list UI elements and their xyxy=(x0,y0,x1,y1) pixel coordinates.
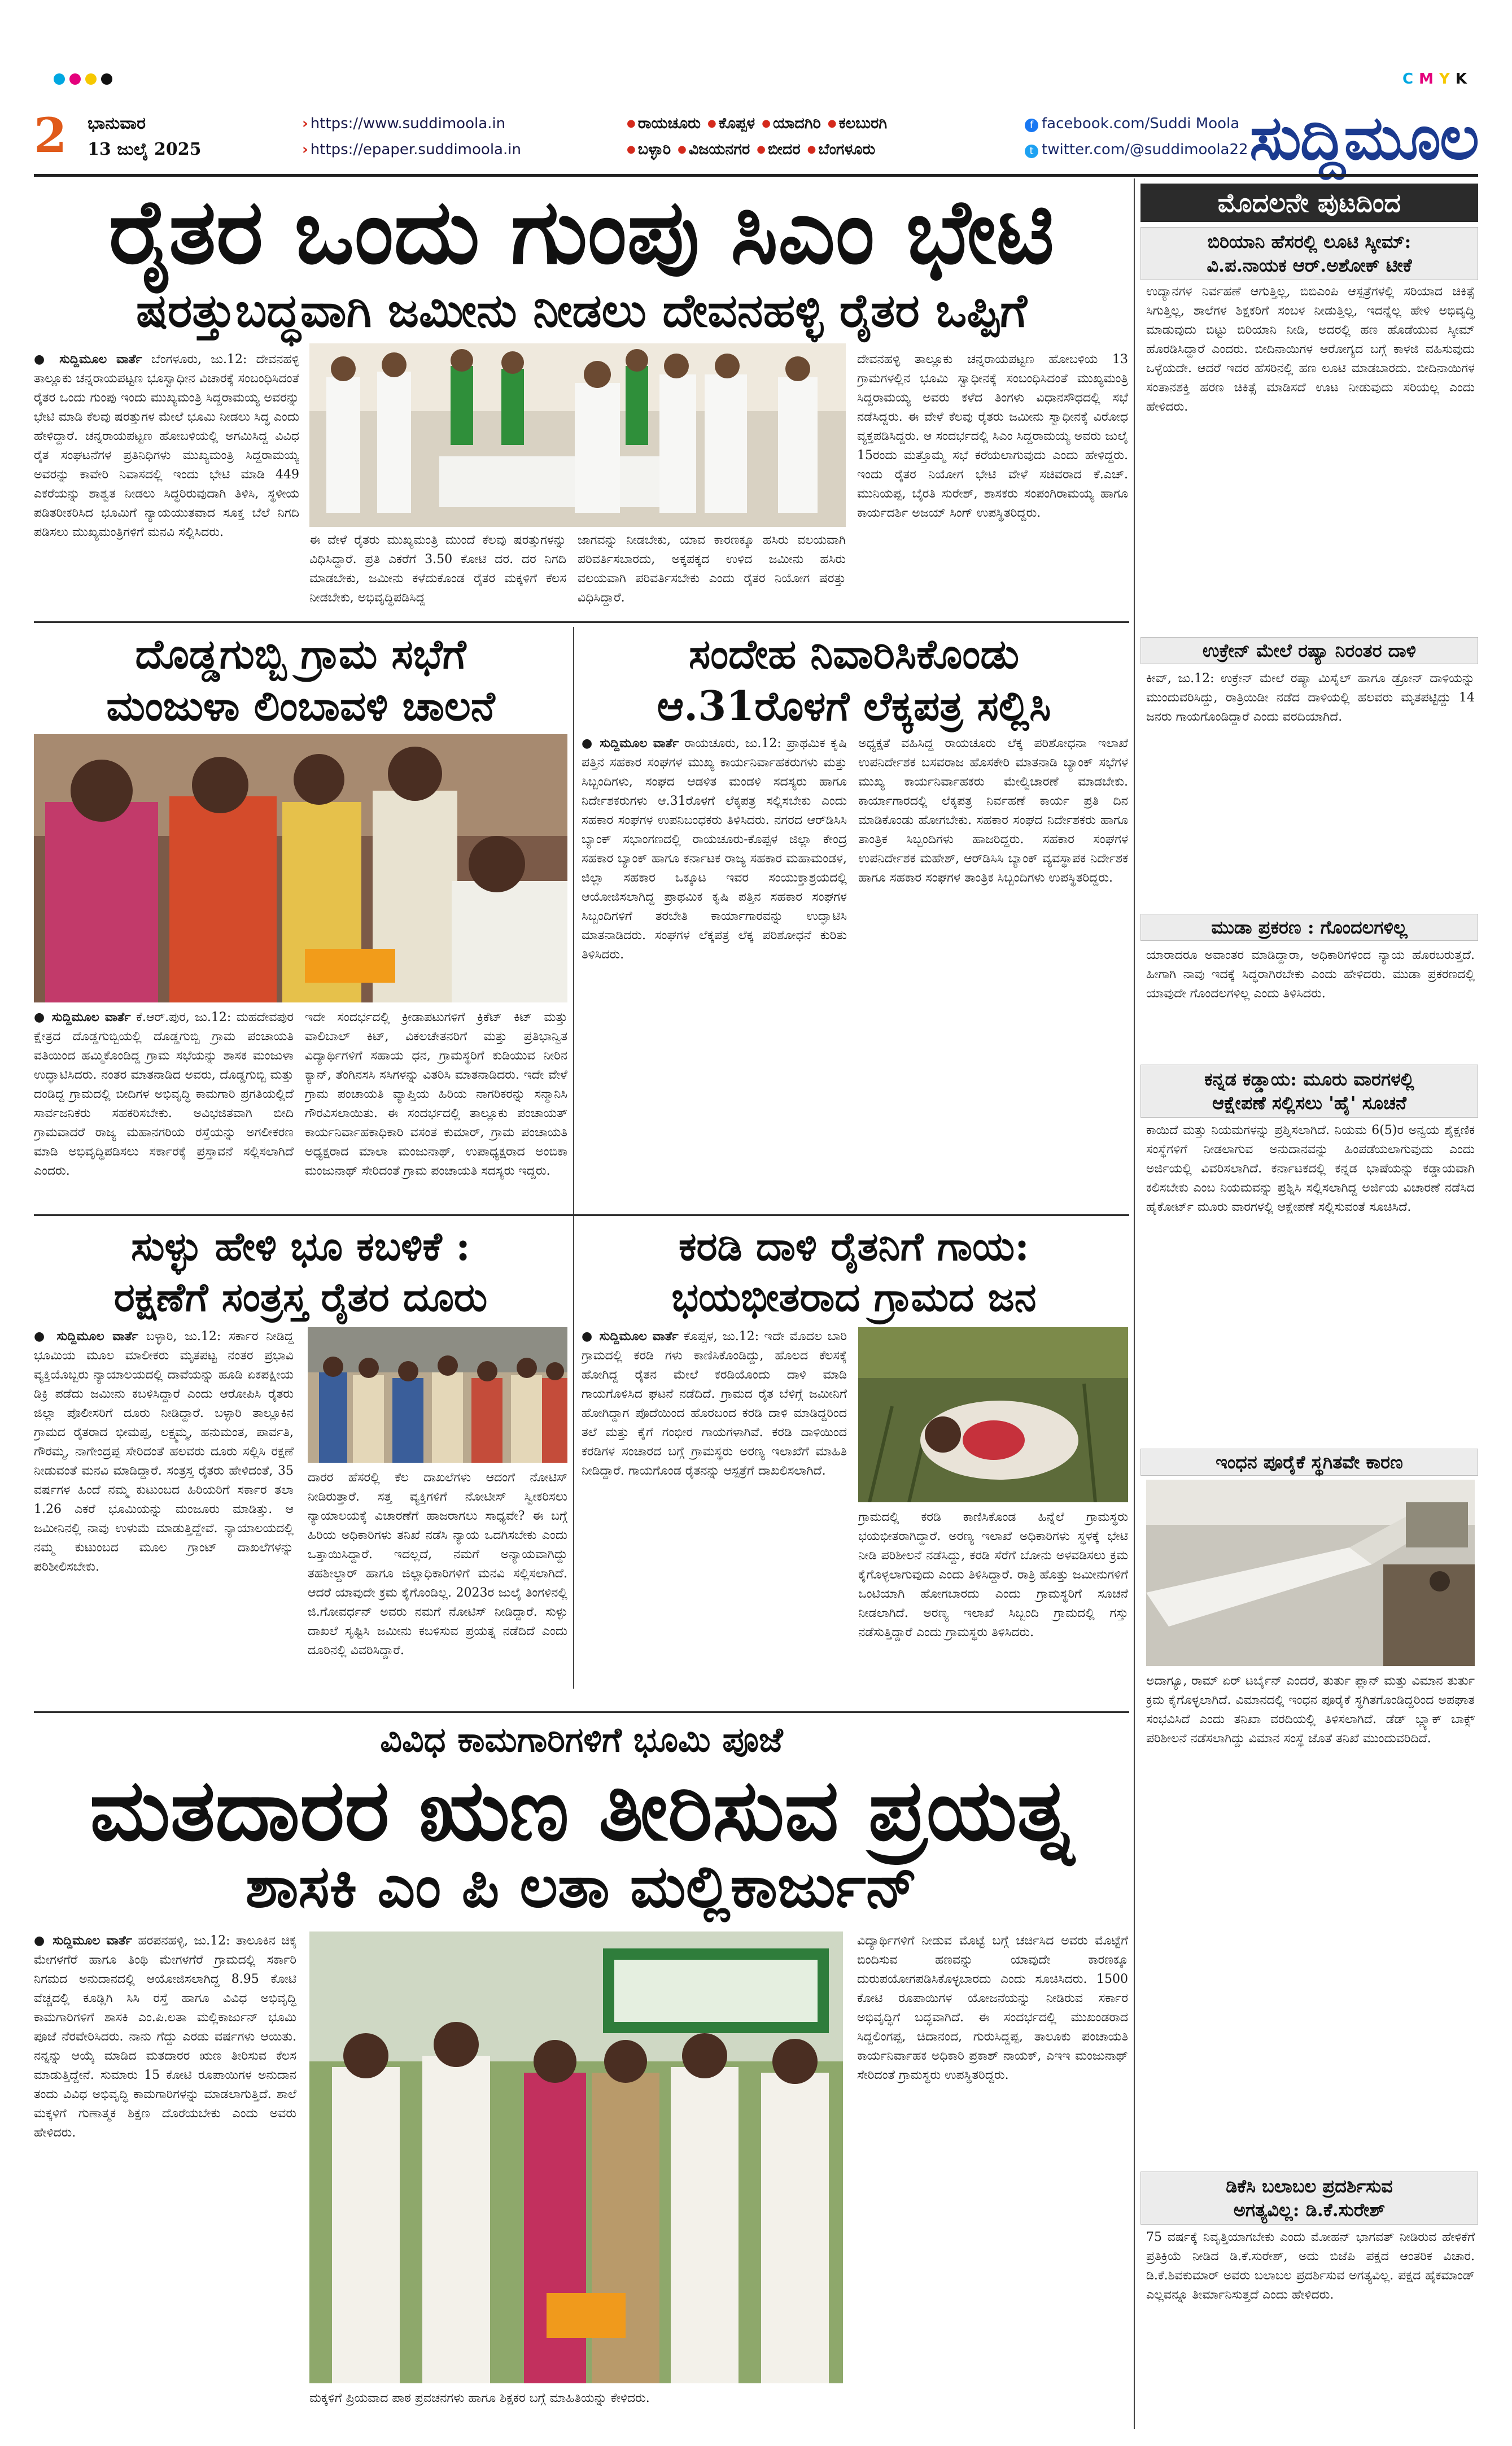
sidebar-story6-body: 75 ವರ್ಷಕ್ಕೆ ನಿವೃತ್ತಿಯಾಗಬೇಕು ಎಂದು ಮೋಹನ್ ಭಾಗವತ್ ನೀಡಿರುವ ಹೇಳಿಕೆಗೆ ಪ್ರತಿಕ್ರಿಯೆ ನೀಡಿದ ಡಿ.ಕೆ.ಸುರೇಶ್, ಅದು ಬಿಜೆಪಿ ಪಕ್ಷದ ಆಂತರಿಕ ವಿಚಾರ. ಡಿ.ಕೆ.ಶಿವಕುಮಾರ್ ಅವರು ಬಲಾಬಲ ಪ್ರದರ್ಶಿಸುವ ಅಗತ್ಯವಿಲ್ಲ. ಪಕ್ಷದ ಹೈಕಮಾಂಡ್ ಎಲ್ಲವನ್ನೂ ತೀರ್ಮಾನಿಸುತ್ತದೆ ಎಂದು ಹೇಳಿದರು. xyxy=(1146,2230,1475,2302)
facebook-link[interactable]: facebook.com/Suddi Moola xyxy=(1042,115,1240,132)
sidebar-story4-body: ಕಾಯಿದೆ ಮತ್ತು ನಿಯಮಗಳನ್ನು ಪ್ರಶ್ನಿಸಲಾಗಿದೆ. ನಿಯಮ 6(5)ರ ಅನ್ವಯ ಶೈಕ್ಷಣಿಕ ಸಂಸ್ಥೆಗಳಿಗೆ ನೀಡಲಾಗುವ ಅನುದಾನವನ್ನು ಹಿಂಪಡೆಯಲಾಗುವುದು ಎಂದು ಅರ್ಜಿಯಲ್ಲಿ ವಿವರಿಸಲಾಗಿದೆ. ಕರ್ನಾಟಕದಲ್ಲಿ ಕನ್ನಡ ಭಾಷೆಯನ್ನು ಕಡ್ಡಾಯವಾಗಿ ಕಲಿಸಬೇಕು ಎಂಬ ನಿಯಮವನ್ನು ಪ್ರಶ್ನಿಸಿ ಸಲ್ಲಿಸಲಾಗಿದ್ದ ಅರ್ಜಿಯ ವಿಚಾರಣೆ ನಡೆಸಿದ ಹೈಕೋರ್ಟ್ ಮೂರು ವಾರಗಳಲ್ಲಿ ಆಕ್ಷೇಪಣೆ ಸಲ್ಲಿಸುವಂತೆ ಸೂಚಿಸಿದೆ. xyxy=(1146,1123,1475,1214)
story3-headline-line-2: ಆ.31ರೊಳಗೆ ಲೆಕ್ಕಪತ್ರ ಸಲ್ಲಿಸಿ xyxy=(657,682,1051,730)
cyan-dot xyxy=(54,73,65,85)
sidebar-title: ಮೊದಲನೇ ಪುಟದಿಂದ xyxy=(1140,184,1478,222)
district-list xyxy=(627,111,894,163)
lead-byline: ● ಸುದ್ದಿಮೂಲ ವಾರ್ತೆ xyxy=(34,352,142,367)
story3-column-2: ಅಧ್ಯಕ್ಷತೆ ವಹಿಸಿದ್ದ ರಾಯಚೂರು ಲೆಕ್ಕ ಪರಿಶೋಧನಾ ಇಲಾಖೆ ಉಪನಿರ್ದೇಶಕ ಬಸವರಾಜ ಹೊಸಕೇರಿ ಮಾತನಾಡಿ ಬ್ಯಾಂಕ್ ಸಭೆಗಳ ಮುಖ್ಯ ಕಾರ್ಯನಿರ್ವಾಹಕರು ಮೇಲ್ವಿಚಾರಣೆ ಮಾಡಬೇಕು. ಕಾರ್ಯಾಗಾರದಲ್ಲಿ ಲೆಕ್ಕಪತ್ರ ನಿರ್ವಹಣೆ ಕಾರ್ಯ ಪ್ರತಿ ದಿನ ಮಾಡಿಕೊಂಡು ಹೋಗಬೇಕು. ಸಹಕಾರ ಸಂಘದ ನಿರ್ದೇಶಕರು ಹಾಗೂ ತಾಂತ್ರಿಕ ಸಿಬ್ಬಂದಿಗಳು ಹಾಜರಿದ್ದರು. ಸಹಕಾರ ಸಂಘಗಳ ಉಪನಿರ್ದೇಶಕ ಮಹೇಶ್, ಆರ್‌ಡಿಸಿಸಿ ಬ್ಯಾಂಕ್ ವ್ಯವಸ್ಥಾಪಕ ನಿರ್ದೇಶಕ ಹಾಗೂ ಸಹಕಾರ ಸಂಘಗಳ ತಾಂತ್ರಿಕ ಸಿಬ್ಬಂದಿಗಳು ಉಪಸ್ಥಿತರಿದ್ದರು. xyxy=(858,736,1128,885)
twitter-icon: t xyxy=(1025,145,1038,158)
story6-headline: ಮತದಾರರ ಋಣ ತೀರಿಸುವ ಪ್ರಯತ್ನ xyxy=(89,1760,1074,1860)
story3-dateline: ರಾಯಚೂರು, ಜು.12: xyxy=(684,736,781,751)
story4-headline-line-1: ಸುಳ್ಳು ಹೇಳಿ ಭೂ ಕಬಳಿಕೆ : xyxy=(131,1223,470,1270)
sidebar-story1-headline-line-1: ಬಿರಿಯಾನಿ ಹೆಸರಲ್ಲಿ ಲೂಟಿ ಸ್ಕೀಮ್: xyxy=(1207,231,1412,252)
story2-headline-line-2: ಮಂಜುಳಾ ಲಿಂಬಾವಳಿ ಚಾಲನೆ xyxy=(106,682,495,730)
district-item: ● ಬೆಂಗಳೂರು xyxy=(807,141,876,158)
story4-dateline: ಬಳ್ಳಾರಿ, ಜು.12: xyxy=(146,1329,221,1344)
district-item: ● ಬೀದರ xyxy=(757,141,800,158)
sidebar-story4-headline-line-2: ಆಕ್ಷೇಪಣೆ ಸಲ್ಲಿಸಲು 'ಹೈ' ಸೂಚನೆ xyxy=(1212,1092,1407,1114)
story5-column-1 xyxy=(582,1327,847,1706)
district-item: ● ವಿಜಯನಗರ xyxy=(678,141,750,158)
story6-photo xyxy=(309,1931,843,2383)
sidebar-story6-headline-line-1: ಡಿಕೆಸಿ ಬಲಾಬಲ ಪ್ರದರ್ಶಿಸುವ xyxy=(1226,2175,1393,2197)
masthead xyxy=(34,102,1478,175)
story6-dateline: ಹರಪನಹಳ್ಳಿ, ಜು.12: xyxy=(138,1934,230,1948)
story6-byline: ● ಸುದ್ದಿಮೂಲ ವಾರ್ತೆ xyxy=(34,1934,133,1948)
sidebar-story5-body: ಅದಾಗ್ಯೂ, ರಾಮ್ ಏರ್ ಟರ್ಬೈನ್ ಎಂದರೆ, ತುರ್ತು ಪ್ಲಾನ್ ಮತ್ತು ವಿಮಾನ ತುರ್ತು ಕ್ರಮ ಕೈಗೊಳ್ಳಲಾಗಿದೆ. ವಿಮಾನದಲ್ಲಿ ಇಂಧನ ಪೂರೈಕೆ ಸ್ಥಗಿತಗೊಂಡಿದ್ದರಿಂದ ಅಪಘಾತ ಸಂಭವಿಸಿದೆ ಎಂದು ತನಿಖಾ ವರದಿಯಲ್ಲಿ ತಿಳಿಸಲಾಗಿದೆ. ಡೆಡ್ ಬ್ಲ್ಯಾಕ್ ಬಾಕ್ಸ್ ಪರಿಶೀಲನೆ ನಡೆಸಲಾಗಿದ್ದು ವಿಮಾನ ಸಂಸ್ಥೆ ಜೊತೆ ತನಿಖೆ ಮುಂದುವರಿದಿದೆ. xyxy=(1146,1674,1475,1746)
story2-body-1: ಮಹದೇವಪುರ ಕ್ಷೇತ್ರದ ದೊಡ್ಡಗುಬ್ಬಿಯಲ್ಲಿ ದೊಡ್ಡಗುಬ್ಬಿ ಗ್ರಾಮ ಪಂಚಾಯತಿ ವತಿಯಿಂದ ಹಮ್ಮಿಕೊಂಡಿದ್ದ ಗ್ರಾಮ ಸಭೆಯನ್ನು ಶಾಸಕ ಮಂಜುಳಾ ಉದ್ಘಾಟಿಸಿದರು. ನಂತರ ಮಾತನಾಡಿದ ಅವರು, ದೊಡ್ಡಗುಬ್ಬಿ ಮತ್ತು ದಂಡಿದ್ದ ಗ್ರಾಮದಲ್ಲಿ ಬೀದಿಗಳ ಅಭಿವೃದ್ಧಿ ಕಾಮಗಾರಿ ಪ್ರಗತಿಯಲ್ಲಿದೆ ಸಾರ್ವಜನಿಕರು ಸಹಕರಿಸಬೇಕು. ಅವಿಭಜಿತವಾಗಿ ಬೀದಿ ಗ್ರಾಮವಾದರೆ ರಾಜ್ಯ ಮಹಾನಗರಿಯ ರಸ್ತೆಯನ್ನು ಅಗಲೀಕರಣ ಮಾಡಿ ಅಭಿವೃದ್ಧಿಪಡಿಸಲು ಸರ್ಕಾರಕ್ಕೆ ಪ್ರಸ್ತಾವನೆ ಸಲ್ಲಿಸಲಾಗಿದೆ ಎಂದರು. xyxy=(34,1010,294,1178)
section-divider xyxy=(34,621,1129,623)
story2-photo xyxy=(34,734,567,1002)
date: 13 ಜುಲೈ 2025 xyxy=(88,139,202,159)
epaper-link[interactable]: https://epaper.suddimoola.in xyxy=(310,141,521,158)
sidebar-story1-body: ಉದ್ಯಾನಗಳ ನಿರ್ವಹಣೆ ಆಗುತ್ತಿಲ್ಲ, ಬಿಬಿಎಂಪಿ ಆಸ್ಪತ್ರೆಗಳಲ್ಲಿ ಸರಿಯಾದ ಚಿಕಿತ್ಸೆ ಸಿಗುತ್ತಿಲ್ಲ, ಶಾಲೆಗಳ ಶಿಕ್ಷಕರಿಗೆ ಸಂಬಳ ನೀಡುತ್ತಿಲ್ಲ, ಇದನ್ನೆಲ್ಲ ಹೇಳಿ ಅಭಿವೃದ್ಧಿ ಮಾಡುವುದು ಬಿಟ್ಟು ಬಿರಿಯಾನಿ ನೀಡಿ, ಅದರಲ್ಲಿ ಹಣ ಹೊಡೆಯುವ ಸ್ಕೀಮ್ ಹೊರಡಿಸಿದ್ದಾರೆ ಎಂದರು. ಬೀದಿನಾಯಿಗಳ ಆರೋಗ್ಯದ ಬಗ್ಗೆ ಕಾಳಜಿ ವಹಿಸುವುದು ಒಳ್ಳೆಯದೇ. ಆದರೆ ಇದರ ಹೆಸರಿನಲ್ಲಿ ಹಣ ಲೂಟಿ ಮಾಡಬಾರದು. ಬೀದಿನಾಯಿಗಳ ಸಂತಾನಶಕ್ತಿ ಹರಣ ಚಿಕಿತ್ಸೆ ಮಾಡಿಸದೆ ಊಟ ನೀಡುವುದು ಸರಿಯಲ್ಲ ಎಂದು ಹೇಳಿದರು. xyxy=(1146,285,1475,414)
sidebar-story4-headline-line-1: ಕನ್ನಡ ಕಡ್ಡಾಯ: ಮೂರು ವಾರಗಳಲ್ಲಿ xyxy=(1204,1069,1414,1090)
story3-column-1 xyxy=(582,734,847,1206)
masthead-rule xyxy=(34,174,1478,177)
story5-headline xyxy=(579,1221,1129,1323)
lead-body-1: ದೇವನಹಳ್ಳಿ ತಾಲ್ಲೂಕು ಚನ್ನರಾಯಪಟ್ಟಣ ಭೂಸ್ವಾಧೀನ ವಿಚಾರಕ್ಕೆ ಸಂಬಂಧಿಸಿದಂತೆ ರೈತರ ಒಂದು ಗುಂಪು ಇಂದು ಮುಖ್ಯಮಂತ್ರಿ ಸಿದ್ದರಾಮಯ್ಯ ಅವರನ್ನು ಭೇಟಿ ಮಾಡಿ ಕೆಲವು ಷರತ್ತುಗಳ ಮೇಲೆ ಭೂಮಿ ನೀಡಲು ಸಿದ್ಧ ಎಂದು ಹೇಳಿದ್ದಾರೆ. ಚನ್ನರಾಯಪಟ್ಟಣ ಹೋಬಳಿಯಲ್ಲಿ ಅಗಮಿಸಿದ್ದ ವಿವಿಧ ರೈತ ಸಂಘಟನೆಗಳ ಪ್ರತಿನಿಧಿಗಳು ಮುಖ್ಯಮಂತ್ರಿ ಸಿದ್ದರಾಮಯ್ಯ ಅವರನ್ನು ಕಾವೇರಿ ನಿವಾಸದಲ್ಲಿ ಇಂದು ಭೇಟಿ ಮಾಡಿ 449 ಎಕರೆಯನ್ನು ಶಾಶ್ವತ ನೀಡಲು ಸಿದ್ಧರಿರುವುದಾಗಿ ತಿಳಿಸಿ, ಸ್ಥಳೀಯ ಪಡಿತರೀಕರಿಸಿದ ಭೂಮಿಗೆ ನ್ಯಾಯಯುತವಾದ ಸೂಕ್ತ ಬೆಲೆ ನಿಗದಿ ಪಡಿಸಲು ಮುಖ್ಯಮಂತ್ರಿಗಳಿಗೆ ಮನವಿ ಸಲ್ಲಿಸಿದರು. xyxy=(34,352,299,539)
sidebar-story1-headline-line-2: ವಿ.ಪ.ನಾಯಕ ಆರ್.ಅಶೋಕ್ ಟೀಕೆ xyxy=(1207,255,1412,276)
day: ಭಾನುವಾರ xyxy=(88,114,146,133)
story5-dateline: ಕೊಪ್ಪಳ, ಜು.12: xyxy=(684,1329,759,1344)
story6-column-1 xyxy=(34,1931,296,2423)
plane-crash-photo-illustration xyxy=(1146,1480,1475,1666)
column-divider xyxy=(573,627,574,1689)
story2-headline-line-1: ದೊಡ್ಡಗುಬ್ಬಿ ಗ್ರಾಮ ಸಭೆಗೆ xyxy=(135,630,466,678)
story5-column-2: ಗ್ರಾಮದಲ್ಲಿ ಕರಡಿ ಕಾಣಿಸಿಕೊಂಡ ಹಿನ್ನೆಲೆ ಗ್ರಾಮಸ್ಥರು ಭಯಭೀತರಾಗಿದ್ದಾರೆ. ಅರಣ್ಯ ಇಲಾಖೆ ಅಧಿಕಾರಿಗಳು ಸ್ಥಳಕ್ಕೆ ಭೇಟಿ ನೀಡಿ ಪರಿಶೀಲನೆ ನಡೆಸಿದ್ದು, ಕರಡಿ ಸೆರೆಗೆ ಬೋನು ಅಳವಡಿಸಲು ಕ್ರಮ ಕೈಗೊಳ್ಳಲಾಗುವುದು ಎಂದು ತಿಳಿಸಿದ್ದಾರೆ. ರಾತ್ರಿ ಹೊತ್ತು ಜಮೀನುಗಳಿಗೆ ಒಂಟಿಯಾಗಿ ಹೋಗಬಾರದು ಎಂದು ಗ್ರಾಮಸ್ಥರಿಗೆ ಸೂಚನೆ ನೀಡಲಾಗಿದೆ. ಅರಣ್ಯ ಇಲಾಖೆ ಸಿಬ್ಬಂದಿ ಗ್ರಾಮದಲ್ಲಿ ಗಸ್ತು ನಡೆಸುತ್ತಿದ್ದಾರೆ ಎಂದು ಗ್ರಾಮಸ್ಥರು ತಿಳಿಸಿದರು. xyxy=(858,1510,1128,1640)
village-event-photo-illustration xyxy=(34,734,567,1002)
story6-column-2: ವಿದ್ಯಾರ್ಥಿಗಳಿಗೆ ನೀಡುವ ಮೊಟ್ಟೆ ಬಗ್ಗೆ ಚರ್ಚಿಸಿದ ಅವರು ಮೊಟ್ಟೆಗೆ ಬಿಂದಿಸುವ ಹಣವನ್ನು ಯಾವುದೇ ಕಾರಣಕ್ಕೂ ದುರುಪಯೋಗಪಡಿಸಿಕೊಳ್ಳಬಾರದು ಎಂದು ಸೂಚಿಸಿದರು. 1500 ಕೋಟಿ ರೂಪಾಯಿಗಳ ಯೋಜನೆಯನ್ನು ನೀಡಿರುವ ಸರ್ಕಾರ ಅಭಿವೃದ್ಧಿಗೆ ಬದ್ಧವಾಗಿದೆ. ಈ ಸಂದರ್ಭದಲ್ಲಿ ಮುಖಂಡರಾದ ಸಿದ್ದಲಿಂಗಪ್ಪ, ಚಿದಾನಂದ, ಗುರುಸಿದ್ದಪ್ಪ, ತಾಲೂಕು ಪಂಚಾಯತಿ ಕಾರ್ಯನಿರ್ವಾಹಕ ಅಧಿಕಾರಿ ಪ್ರಕಾಶ್ ನಾಯಕ್, ಎಇಇ ಮಂಜುನಾಥ್ ಸೇರಿದಂತೆ ಗ್ರಾಮಸ್ಥರು ಉಪಸ್ಥಿತರಿದ್ದರು. xyxy=(857,1934,1128,2082)
sidebar-story3-body: ಯಾರಾದರೂ ಅವಾಂತರ ಮಾಡಿದ್ದಾರಾ, ಅಧಿಕಾರಿಗಳಿಂದ ನ್ಯಾಯ ಹೊರಬರುತ್ತದೆ. ಹೀಗಾಗಿ ನಾವು ಇದಕ್ಕೆ ಸಿದ್ಧರಾಗಿರಬೇಕು ಎಂದು ಹೇಳಿದರು. ಮುಡಾ ಪ್ರಕರಣದಲ್ಲಿ ಯಾವುದೇ ಗೊಂದಲಗಳಿಲ್ಲ ಎಂದು ತಿಳಿಸಿದರು. xyxy=(1146,948,1475,1001)
story6-subheadline: ಶಾಸಕಿ ಎಂ ಪಿ ಲತಾ ಮಲ್ಲಿಕಾರ್ಜುನ್ xyxy=(245,1851,918,1921)
sidebar-story2-body: ಕೀವ್, ಜು.12: ಉಕ್ರೇನ್ ಮೇಲೆ ರಷ್ಯಾ ಮಿಸೈಲ್ ಹಾಗೂ ಡ್ರೋನ್ ದಾಳಿಯನ್ನು ಮುಂದುವರಿಸಿದ್ದು, ರಾತ್ರಿಯಿಡೀ ನಡೆದ ದಾಳಿಯಲ್ಲಿ ಹಲವರು ಮೃತಪಟ್ಟಿದ್ದು 14 ಜನರು ಗಾಯಗೊಂಡಿದ್ದಾರೆ ಎಂದು ವರದಿಯಾಗಿದೆ. xyxy=(1146,672,1475,724)
story2-dateline: ಕೆ.ಆರ್.ಪುರ, ಜು.12: xyxy=(136,1010,231,1024)
story5-body-1: ಇದೇ ಮೊದಲ ಬಾರಿ ಗ್ರಾಮದಲ್ಲಿ ಕರಡಿ ಗಳು ಕಾಣಿಸಿಕೊಂಡಿದ್ದು, ಹೊಲದ ಕೆಲಸಕ್ಕೆ ಹೋಗಿದ್ದ ರೈತನ ಮೇಲೆ ಕರಡಿಯೊಂದು ದಾಳಿ ಮಾಡಿ ಗಾಯಗೊಳಿಸಿದ ಘಟನೆ ನಡೆದಿದೆ. ಗ್ರಾಮದ ರೈತ ಬೆಳಿಗ್ಗೆ ಜಮೀನಿಗೆ ಹೋಗಿದ್ದಾಗ ಪೊದೆಯಿಂದ ಹೊರಬಂದ ಕರಡಿ ದಾಳಿ ಮಾಡಿದ್ದರಿಂದ ತಲೆ ಮತ್ತು ಕೈಗೆ ಗಂಭೀರ ಗಾಯಗಳಾಗಿವೆ. ಕರಡಿ ದಾಳಿಯಿಂದ ಕರಡಿಗಳ ಸಂಚಾರದ ಬಗ್ಗೆ ಗ್ರಾಮಸ್ಥರು ಅರಣ್ಯ ಇಲಾಖೆಗೆ ಮಾಹಿತಿ ನೀಡಿದ್ದಾರೆ. ಗಾಯಗೊಂಡ ರೈತನನ್ನು ಆಸ್ಪತ್ರೆಗೆ ದಾಖಲಿಸಲಾಗಿದೆ. xyxy=(582,1329,847,1478)
district-item: ● ಕೊಪ್ಪಳ xyxy=(707,115,755,132)
story2-headline xyxy=(34,628,567,732)
page-number: 2 xyxy=(34,107,67,163)
story4-byline: ● ಸುದ್ದಿಮೂಲ ವಾರ್ತೆ xyxy=(34,1329,138,1344)
sidebar-story5-headline: ಇಂಧನ ಪೂರೈಕೆ ಸ್ಥಗಿತವೇ ಕಾರಣ xyxy=(1140,1449,1478,1476)
story3-body-1: ಪ್ರಾಥಮಿಕ ಕೃಷಿ ಪತ್ತಿನ ಸಹಕಾರ ಸಂಘಗಳ ಮುಖ್ಯ ಕಾರ್ಯನಿರ್ವಾಹಕರುಗಳು ಮತ್ತು ಸಿಬ್ಬಂದಿಗಳು, ಸಂಘದ ಆಡಳಿತ ಮಂಡಳಿ ಸದಸ್ಯರು ಹಾಗೂ ನಿರ್ದೇಶಕರುಗಳು ಆ.31ರೊಳಗೆ ಲೆಕ್ಕಪತ್ರ ಸಲ್ಲಿಸಬೇಕು ಎಂದು ಸಹಕಾರ ಸಂಘಗಳ ಉಪನಿಬಂಧಕರು ತಿಳಿಸಿದರು. ನಗರದ ಆರ್‌ಡಿಸಿಸಿ ಬ್ಯಾಂಕ್ ಸಭಾಂಗಣದಲ್ಲಿ ರಾಯಚೂರು-ಕೊಪ್ಪಳ ಜಿಲ್ಲಾ ಕೇಂದ್ರ ಸಹಕಾರ ಬ್ಯಾಂಕ್ ಹಾಗೂ ಕರ್ನಾಟಕ ರಾಜ್ಯ ಸಹಕಾರ ಮಹಾಮಂಡಳ, ಜಿಲ್ಲಾ ಸಹಕಾರ ಒಕ್ಕೂಟ ಇವರ ಸಂಯುಕ್ತಾಶ್ರಯದಲ್ಲಿ ಆಯೋಜಿಸಲಾಗಿದ್ದ ಪ್ರಾಥಮಿಕ ಕೃಷಿ ಪತ್ತಿನ ಸಹಕಾರ ಸಂಘಗಳ ಸಿಬ್ಬಂದಿಗಳಿಗೆ ತರಬೇತಿ ಕಾರ್ಯಾಗಾರವನ್ನು ಉದ್ಘಾಟಿಸಿ ಮಾತನಾಡಿದರು. ಸಂಘಗಳ ಲೆಕ್ಕಪತ್ರ ಲೆಕ್ಕ ಪರಿಶೋಧನೆ ಕುರಿತು ತಿಳಿಸಿದರು. xyxy=(582,736,847,962)
story2-byline: ● ಸುದ್ದಿಮೂಲ ವಾರ್ತೆ xyxy=(34,1010,131,1024)
sidebar-story6-headline-line-2: ಅಗತ್ಯವಿಲ್ಲ: ಡಿ.ಕೆ.ಸುರೇಶ್ xyxy=(1233,2199,1386,2221)
magenta-dot xyxy=(69,73,81,85)
lead-column-1 xyxy=(34,350,299,616)
injured-farmer-photo-illustration xyxy=(858,1327,1128,1502)
sidebar-divider xyxy=(1134,178,1135,2429)
sidebar-story6-headline xyxy=(1140,2172,1478,2225)
social-links xyxy=(1025,111,1248,163)
lead-headline: ರೈತರ ಒಂದು ಗುಂಪು ಸಿಎಂ ಭೇಟಿ xyxy=(108,180,1055,284)
sidebar-story2-headline: ಉಕ್ರೇನ್ ಮೇಲೆ ರಷ್ಯಾ ನಿರಂತರ ದಾಳಿ xyxy=(1140,637,1478,664)
story4-column-2: ದಾರರ ಹೆಸರಲ್ಲಿ ಕೆಲ ದಾಖಲೆಗಳು ಆದಂಗೆ ನೋಟಿಸ್ ನೀಡಿರುತ್ತಾರೆ. ಸತ್ತ ವ್ಯಕ್ತಿಗಳಿಗೆ ನೋಟೀಸ್ ಸ್ವೀಕರಿಸಲು ನ್ಯಾಯಾಲಯಕ್ಕೆ ವಿಚಾರಣೆಗೆ ಹಾಜರಾಗಲು ಸಾಧ್ಯವೇ? ಈ ಬಗ್ಗೆ ಹಿರಿಯ ಅಧಿಕಾರಿಗಳು ತನಿಖೆ ನಡೆಸಿ ನ್ಯಾಯ ಒದಗಿಸಬೇಕು ಎಂದು ಒತ್ತಾಯಿಸಿದ್ದಾರೆ. ಇದಲ್ಲದೆ, ನಮಗೆ ಅನ್ಯಾಯವಾಗಿದ್ದು ತಹಶೀಲ್ದಾರ್ ಹಾಗೂ ಜಿಲ್ಲಾಧಿಕಾರಿಗಳಿಗೆ ಮನವಿ ಸಲ್ಲಿಸಲಾಗಿದೆ. ಆದರೆ ಯಾವುದೇ ಕ್ರಮ ಕೈಗೊಂಡಿಲ್ಲ. 2023ರ ಜುಲೈ ತಿಂಗಳಿನಲ್ಲಿ ಜಿ.ಗೋವರ್ಧನ್ ಅವರು ನಮಗೆ ನೋಟಿಸ್ ನೀಡಿದ್ದಾರೆ. ಸುಳ್ಳು ದಾಖಲೆ ಸೃಷ್ಟಿಸಿ ಜಮೀನು ಕಬಳಿಸುವ ಪ್ರಯತ್ನ ನಡೆದಿದೆ ಎಂದು ದೂರಿನಲ್ಲಿ ವಿವರಿಸಿದ್ದಾರೆ. xyxy=(308,1471,567,1658)
lead-subheadline: ಷರತ್ತುಬದ್ಧವಾಗಿ ಜಮೀನು ನೀಡಲು ದೇವನಹಳ್ಳಿ ರೈತರ ಒಪ್ಪಿಗೆ xyxy=(136,284,1027,338)
district-item: ● ಯಾದಗಿರಿ xyxy=(762,115,821,132)
lead-dateline: ಬೆಂಗಳೂರು, ಜು.12: xyxy=(151,352,247,367)
sidebar-story3-headline: ಮುಡಾ ಪ್ರಕರಣ : ಗೊಂದಲಗಳಿಲ್ಲ xyxy=(1140,914,1478,941)
district-item: ● ರಾಯಚೂರು xyxy=(627,115,701,132)
cmyk-label: CMYK xyxy=(1402,71,1472,88)
newspaper-logo: ಸುದ್ದಿಮೂಲ xyxy=(1249,102,1478,173)
sidebar-story5-photo xyxy=(1146,1480,1475,1666)
story2-column-2: ಇದೇ ಸಂದರ್ಭದಲ್ಲಿ ಕ್ರೀಡಾಪಟುಗಳಿಗೆ ಕ್ರಿಕೆಟ್ ಕಿಟ್ ಮತ್ತು ವಾಲಿಬಾಲ್ ಕಿಟ್, ವಿಕಲಚೇತನರಿಗೆ ಮತ್ತು ಪ್ರತಿಭಾನ್ವಿತ ವಿದ್ಯಾರ್ಥಿಗಳಿಗೆ ಸಹಾಯ ಧನ, ಗ್ರಾಮಸ್ಥರಿಗೆ ಕುಡಿಯುವ ನೀರಿನ ಕ್ಯಾನ್, ತೆಂಗಿನಸಸಿ ಸಸಿಗಳನ್ನು ವಿತರಿಸಿ ಮಾತನಾಡಿದರು. ಇದೇ ವೇಳೆ ಗ್ರಾಮ ಪಂಚಾಯತಿ ವ್ಯಾಪ್ತಿಯ ಹಿರಿಯ ನಾಗರಿಕರನ್ನು ಸನ್ಮಾನಿಸಿ ಗೌರವಿಸಲಾಯಿತು. ಈ ಸಂದರ್ಭದಲ್ಲಿ ತಾಲ್ಲೂಕು ಪಂಚಾಯತ್ ಕಾರ್ಯನಿರ್ವಾಹಕಾಧಿಕಾರಿ ವಸಂತ ಕುಮಾರ್, ಗ್ರಾಮ ಪಂಚಾಯತಿ ಅಧ್ಯಕ್ಷರಾದ ಮಾಲಾ ಮಂಜುನಾಥ್, ಉಪಾಧ್ಯಕ್ಷರಾದ ಅಂಬಿಕಾ ಮಂಜುನಾಥ್ ಸೇರಿದಂತೆ ಗ್ರಾಮ ಪಂಚಾಯತಿ ಸದಸ್ಯರು ಇದ್ದರು. xyxy=(305,1010,567,1178)
section-divider xyxy=(34,1711,1129,1713)
facebook-icon: f xyxy=(1025,119,1038,132)
story5-byline: ● ಸುದ್ದಿಮೂಲ ವಾರ್ತೆ xyxy=(582,1329,679,1344)
meeting-photo-illustration xyxy=(309,343,846,527)
story3-headline-line-1: ಸಂದೇಹ ನಿವಾರಿಸಿಕೊಂಡು xyxy=(688,630,1019,678)
story5-photo xyxy=(858,1327,1128,1502)
story2-column-1 xyxy=(34,1008,294,1206)
district-item: ● ಕಲಬುರಗಿ xyxy=(828,115,887,132)
story4-column-1 xyxy=(34,1327,294,1706)
story5-headline-line-1: ಕರಡಿ ದಾಳಿ ರೈತನಿಗೆ ಗಾಯ: xyxy=(678,1223,1029,1270)
website-link[interactable]: https://www.suddimoola.in xyxy=(310,115,506,132)
story4-body-1: ಸರ್ಕಾರ ನೀಡಿದ್ದ ಭೂಮಿಯ ಮೂಲ ಮಾಲೀಕರು ಮೃತಪಟ್ಟ ನಂತರ ಪ್ರಭಾವಿ ವ್ಯಕ್ತಿಯೊಬ್ಬರು ನ್ಯಾಯಾಲಯದಲ್ಲಿ ದಾವೆಯನ್ನು ಹೂಡಿ ಏಕಪಕ್ಷೀಯ ಡಿಕ್ರಿ ಪಡೆದು ಜಮೀನು ಕಬಳಿಸಿದ್ದಾರೆ ಎಂದು ಆರೋಪಿಸಿ ರೈತರು ಜಿಲ್ಲಾ ಪೊಲೀಸರಿಗೆ ದೂರು ನೀಡಿದ್ದಾರೆ. ಬಳ್ಳಾರಿ ತಾಲ್ಲೂಕಿನ ಗ್ರಾಮದ ರೈತರಾದ ಭೀಮಪ್ಪ, ಲಕ್ಷ್ಮಮ್ಮ, ಹನುಮಂತ, ಪಾರ್ವತಿ, ಗೌರಮ್ಮ, ನಾಗೇಂದ್ರಪ್ಪ ಸೇರಿದಂತೆ ಹಲವರು ದೂರು ಸಲ್ಲಿಸಿ ರಕ್ಷಣೆ ನೀಡುವಂತೆ ಮನವಿ ಮಾಡಿದ್ದಾರೆ. ಸಂತ್ರಸ್ತ ರೈತರು ಹೇಳಿದಂತೆ, 35 ವರ್ಷಗಳ ಹಿಂದೆ ನಮ್ಮ ಕುಟುಂಬದ ಹಿರಿಯರಿಗೆ ಸರ್ಕಾರ ತಲಾ 1.26 ಎಕರೆ ಭೂಮಿಯನ್ನು ಮಂಜೂರು ಮಾಡಿತ್ತು. ಆ ಜಮೀನಿನಲ್ಲಿ ನಾವು ಉಳುಮೆ ಮಾಡುತ್ತಿದ್ದೇವೆ. ನ್ಯಾಯಾಲಯದಲ್ಲಿ ನಮ್ಮ ಕುಟುಂಬದ ಮೂಲ ಗ್ರಾಂಟ್ ದಾಖಲೆಗಳನ್ನು ಪರಿಶೀಲಿಸಬೇಕು. xyxy=(34,1329,294,1574)
story4-headline-line-2: ರಕ್ಷಣೆಗೆ ಸಂತ್ರಸ್ತ ರೈತರ ದೂರು xyxy=(113,1274,488,1320)
lead-column-2: ಈ ವೇಳೆ ರೈತರು ಮುಖ್ಯಮಂತ್ರಿ ಮುಂದೆ ಕೆಲವು ಷರತ್ತುಗಳನ್ನು ವಿಧಿಸಿದ್ದಾರೆ. ಪ್ರತಿ ಎಕರೆಗೆ 3.50 ಕೋಟಿ ದರ. ದರ ನಿಗದಿ ಮಾಡಬೇಕು, ಜಮೀನು ಕಳೆದುಕೊಂಡ ರೈತರ ಮಕ್ಕಳಿಗೆ ಕೆಲಸ ನೀಡಬೇಕು, ಅಭಿವೃದ್ಧಿಪಡಿಸಿದ್ದ xyxy=(309,533,566,605)
story6-body-1: ತಾಲೂಕಿನ ಚಿಕ್ಕ ಮೇಗಳಗೆರೆ ಹಾಗೂ ತಿಂಥಿ ಮೇಗಳಗೆರೆ ಗ್ರಾಮದಲ್ಲಿ ಸರ್ಕಾರಿ ನಿಗಮದ ಅನುದಾನದಲ್ಲಿ ಆಯೋಜಿಸಲಾಗಿದ್ದ 8.95 ಕೋಟಿ ವೆಚ್ಚದಲ್ಲಿ ಕೂಡ್ಲಿಗಿ ಸಿಸಿ ರಸ್ತೆ ಹಾಗೂ ವಿವಿಧ ಅಭಿವೃದ್ಧಿ ಕಾಮಗಾರಿಗಳಿಗೆ ಶಾಸಕಿ ಎಂ.ಪಿ.ಲತಾ ಮಲ್ಲಿಕಾರ್ಜುನ್ ಭೂಮಿ ಪೂಜೆ ನೆರವೇರಿಸಿದರು. ನಾನು ಗೆದ್ದು ಎರಡು ವರ್ಷಗಳು ಆಯಿತು. ನನ್ನನ್ನು ಆಯ್ಕೆ ಮಾಡಿದ ಮತದಾರರ ಋಣ ತೀರಿಸುವ ಕೆಲಸ ಮಾಡುತ್ತಿದ್ದೇನೆ. ಸುಮಾರು 15 ಕೋಟಿ ರೂಪಾಯಿಗಳ ಅನುದಾನ ತಂದು ವಿವಿಧ ಅಭಿವೃದ್ಧಿ ಕಾಮಗಾರಿಗಳನ್ನು ಮಾಡಲಾಗುತ್ತಿದೆ. ಶಾಲೆ ಮಕ್ಕಳಿಗೆ ಗುಣಾತ್ಮಕ ಶಿಕ್ಷಣ ದೊರೆಯಬೇಕು ಎಂದು ಅವರು ಹೇಳಿದರು. xyxy=(34,1934,296,2140)
story3-headline xyxy=(579,628,1129,732)
story6-caption: ಮಕ್ಕಳಿಗೆ ಪ್ರಿಯವಾದ ಪಾಠ ಪ್ರವಚನಗಳು ಹಾಗೂ ಶಿಕ್ಷಕರ ಬಗ್ಗೆ ಮಾಹಿತಿಯನ್ನು ಕೇಳಿದರು. xyxy=(309,2391,650,2405)
bhoomi-pooja-photo-illustration xyxy=(309,1931,843,2383)
farmers-group-photo-illustration xyxy=(308,1327,567,1463)
story4-photo xyxy=(308,1327,567,1463)
lead-photo xyxy=(309,343,846,527)
sidebar-story1-headline xyxy=(1140,227,1478,280)
story6-kicker: ವಿವಿಧ ಕಾಮಗಾರಿಗಳಿಗೆ ಭೂಮಿ ಪೂಜೆ xyxy=(380,1720,783,1760)
story3-byline: ● ಸುದ್ದಿಮೂಲ ವಾರ್ತೆ xyxy=(582,736,679,751)
web-links: › https://www.suddimoola.in › https://epaper.suddimoola.in xyxy=(302,115,521,158)
lead-column-3: ಜಾಗವನ್ನು ನೀಡಬೇಕು, ಯಾವ ಕಾರಣಕ್ಕೂ ಹಸಿರು ವಲಯವಾಗಿ ಪರಿವರ್ತಿಸಬಾರದು, ಅಕ್ಕಪಕ್ಕದ ಉಳಿದ ಜಮೀನು ಹಸಿರು ವಲಯವಾಗಿ ಪರಿವರ್ತಿಸಬೇಕು ಎಂದು ರೈತರ ನಿಯೋಗ ಷರತ್ತು ವಿಧಿಸಿದ್ದಾರೆ. xyxy=(578,533,846,605)
color-registration-dots xyxy=(54,73,112,85)
sidebar-story4-headline xyxy=(1140,1065,1478,1118)
black-dot xyxy=(101,73,112,85)
date-block xyxy=(88,111,202,163)
section-divider xyxy=(34,1214,1129,1216)
district-item: ● ಬಳ್ಳಾರಿ xyxy=(627,141,671,158)
lead-column-4: ದೇವನಹಳ್ಳಿ ತಾಲ್ಲೂಕು ಚನ್ನರಾಯಪಟ್ಟಣ ಹೋಬಳಿಯ 13 ಗ್ರಾಮಗಳಲ್ಲಿನ ಭೂಮಿ ಸ್ವಾಧೀನಕ್ಕೆ ಸಂಬಂಧಿಸಿದಂತೆ ಮುಖ್ಯಮಂತ್ರಿ ಸಿದ್ದರಾಮಯ್ಯ ಅವರು ಕಳೆದ ತಿಂಗಳು ವಿಧಾನಸೌಧದಲ್ಲಿ ಸಭೆ ನಡೆಸಿದ್ದರು. ಈ ವೇಳೆ ಕೆಲವು ರೈತರು ಜಮೀನು ಸ್ವಾಧೀನಕ್ಕೆ ವಿರೋಧ ವ್ಯಕ್ತಪಡಿಸಿದ್ದರು. ಆ ಸಂದರ್ಭದಲ್ಲಿ ಸಿಎಂ ಸಿದ್ದರಾಮಯ್ಯ ಅವರು ಜುಲೈ 15ರಂದು ಮತ್ತೊಮ್ಮೆ ಸಭೆ ಕರೆಯಲಾಗುವುದು ಎಂದು ಹೇಳಿದ್ದರು. ಇಂದು ರೈತರ ನಿಯೋಗ ಭೇಟಿ ವೇಳೆ ಸಚಿವರಾದ ಕೆ.ಎಚ್. ಮುನಿಯಪ್ಪ, ಬೈರತಿ ಸುರೇಶ್, ಶಾಸಕರು ಸಂಪಂಗಿರಾಮಯ್ಯ ಹಾಗೂ ಕಾರ್ಯದರ್ಶಿ ಅಜಯ್ ಸಿಂಗ್ ಉಪಸ್ಥಿತರಿದ್ದರು. xyxy=(857,352,1128,520)
yellow-dot xyxy=(85,73,97,85)
story4-headline xyxy=(34,1221,567,1323)
twitter-link[interactable]: twitter.com/@suddimoola22 xyxy=(1042,141,1248,158)
story5-headline-line-2: ಭಯಭೀತರಾದ ಗ್ರಾಮದ ಜನ xyxy=(671,1274,1037,1320)
